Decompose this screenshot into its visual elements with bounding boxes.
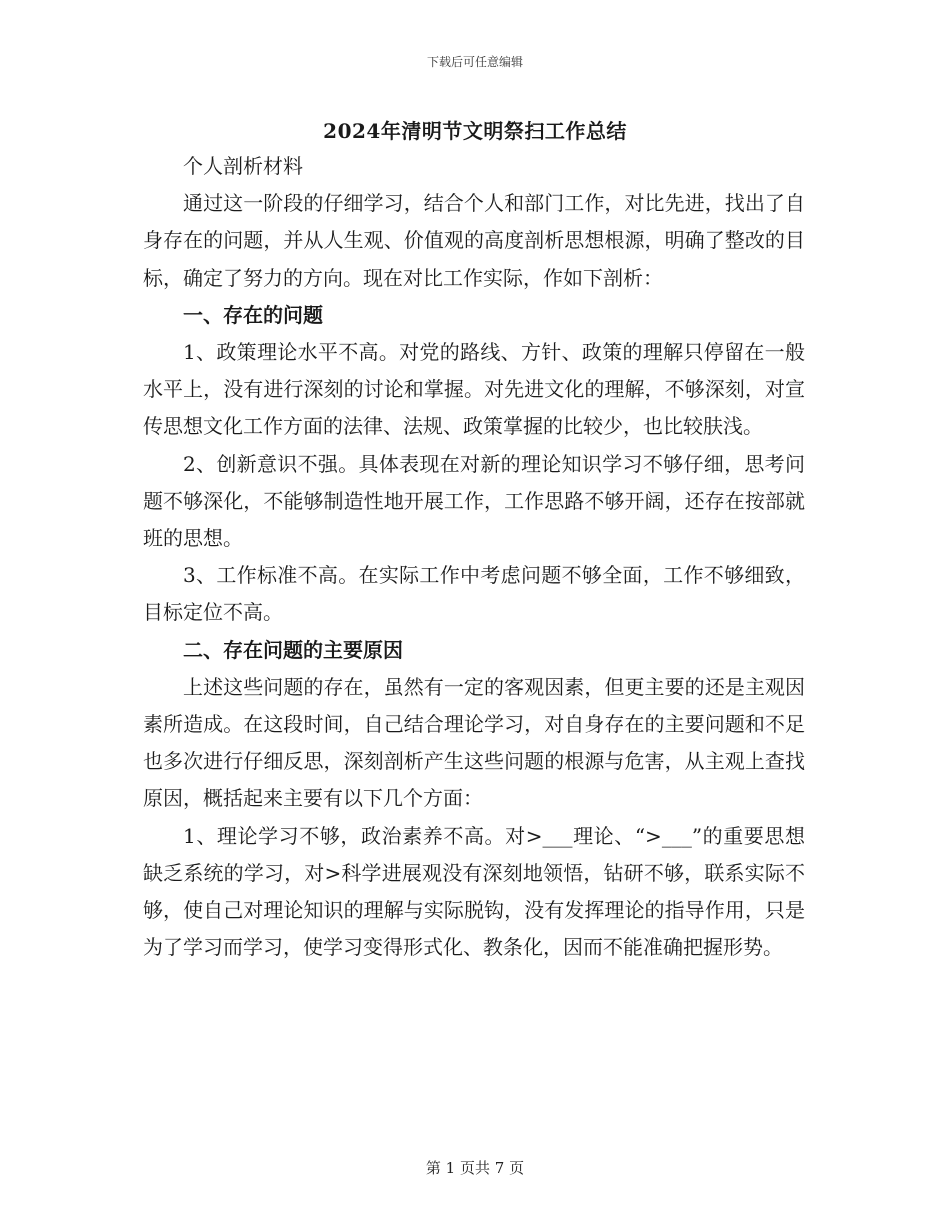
causes-intro-paragraph: 上述这些问题的存在，虽然有一定的客观因素，但更主要的还是主观因素所造成。在这段时间，自己结合理论学习，对自身存在的主要问题和不足也多次进行仔细反思，深刻剖析产生这些问题的根源与危害，从主观上查找原因，概括起来主要有以下几个方面： <box>143 674 805 811</box>
problem-paragraph-2: 2、创新意识不强。具体表现在对新的理论知识学习不够仔细，思考问题不够深化，不能够制造性地开展工作，工作思路不够开阔，还存在按部就班的思想。 <box>143 451 805 551</box>
header-note: 下载后可任意编辑 <box>426 55 523 69</box>
intro-paragraph: 通过这一阶段的仔细学习，结合个人和部门工作，对比先进，找出了自身存在的问题，并从人生观、价值观的高度剖析思想根源，明确了整改的目标，确定了努力的方向。现在对比工作实际，作如下剖析： <box>143 191 805 290</box>
document-body <box>143 148 805 966</box>
section-heading-problems: 一、存在的问题 <box>183 302 323 327</box>
problem-paragraph-1: 1、政策理论水平不高。对党的路线、方针、政策的理解只停留在一般水平上，没有进行深刻的讨论和掌握。对先进文化的理解，不够深刻，对宣传思想文化工作方面的法律、法规、政策掌握的比较少，也比较肤浅。 <box>143 340 805 439</box>
cause-paragraph-1: 1、理论学习不够，政治素养不高。对>___理论、“>___”的重要思想缺乏系统的学习，对>科学进展观没有深刻地领悟，钻研不够，联系实际不够，使自己对理论知识的理解与实际脱钩，没有发挥理论的指导作用，只是为了学习而学习，使学习变得形式化、教条化，因而不能准确把握形势。 <box>143 823 805 960</box>
document-title: 2024年清明节文明祭扫工作总结 <box>323 119 627 143</box>
page-footer: 第 1 页共 7 页 <box>425 1159 525 1177</box>
subtitle-paragraph: 个人剖析材料 <box>183 154 303 178</box>
section-heading-causes: 二、存在问题的主要原因 <box>183 637 403 662</box>
problem-paragraph-3: 3、工作标准不高。在实际工作中考虑问题不够全面，工作不够细致，目标定位不高。 <box>143 563 805 625</box>
